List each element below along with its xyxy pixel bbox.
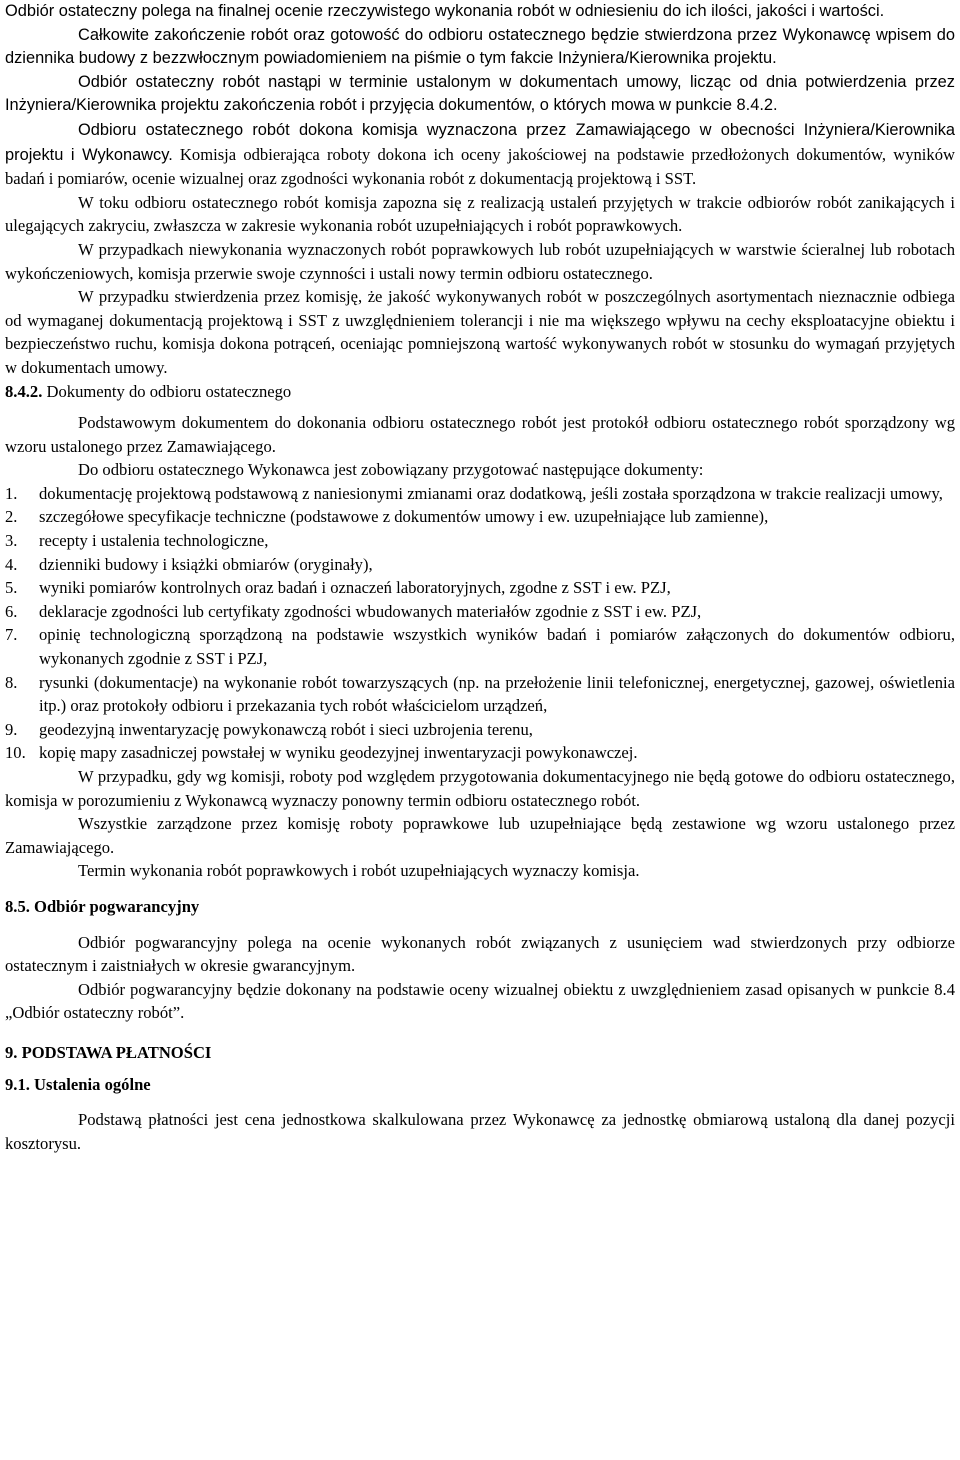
paragraph-deadline: Termin wykonania robót poprawkowych i robót uzupełniających wyznaczy komisja.: [78, 861, 640, 881]
paragraph-required-documents: Do odbioru ostatecznego Wykonawca jest zobowiązany przygotować następujące dokumenty:: [78, 460, 704, 480]
paragraph-incomplete-works: W przypadkach niewykonania wyznaczonych robót poprawkowych lub robót uzupełniających w warstwie ścieralnej lub robotach wykończeniowych, komisja przerwie swoje czynności i ustali nowy termin odbioru ostatecznego.: [5, 239, 955, 283]
list-item: [5, 482, 955, 506]
list-item-text: dzienniki budowy i książki obmiarów (oryginały),: [39, 554, 373, 574]
paragraph-completion-notice: Całkowite zakończenie robót oraz gotowość do odbioru ostatecznego będzie stwierdzona przez Wykonawcę wpisem do dziennika budowy z bezzwłocznym powiadomieniem na piśmie o tym fakcie Inżyniera/Kierownika projektu.: [5, 25, 955, 68]
list-item-number: 6.: [5, 601, 18, 621]
paragraph-basic-document: Podstawowym dokumentem do dokonania odbioru ostatecznego robót jest protokół odbioru ostatecznego robót sporządzony wg wzoru ustalonego przez Zamawiającego.: [5, 413, 955, 456]
section-title-8-4-2: Dokumenty do odbioru ostatecznego: [42, 381, 292, 401]
paragraph-commission-sans: Odbioru ostatecznego robót dokona komisja wyznaczona przez Zamawiającego w obecności Inżyniera/Kierownika projektu i Wykonawcy.: [5, 120, 955, 164]
paragraph-review-findings: W toku odbioru ostatecznego robót komisja zapozna się z realizacją ustaleń przyjętych w trakcie odbiorów robót zanikających i ulegających zakryciu, zwłaszcza w zakresie wykonania robót uzupełniających i robót poprawkowych.: [5, 192, 955, 236]
paragraph-acceptance-term-text: Odbiór ostateczny robót nastąpi w terminie ustalonym w dokumentach umowy, licząc od dnia potwierdzenia przez Inżyniera/Kierownika projektu zakończenia robót i przyjęcia dokumentów, o których mowa w punkcie 8.4.2.: [5, 72, 955, 115]
required-documents-list: [5, 482, 955, 765]
section-heading-9: 9. PODSTAWA PŁATNOŚCI: [5, 1042, 212, 1062]
list-item-number: 4.: [5, 554, 18, 574]
paragraph-commission: [5, 118, 955, 191]
document-page: [5, 0, 955, 1155]
paragraph-payment-basis: Podstawą płatności jest cena jednostkowa skalkulowana przez Wykonawcę za jednostkę obmiarową ustaloną dla danej pozycji kosztorysu.: [5, 1110, 955, 1153]
list-item: [5, 741, 955, 765]
paragraph-post-warranty-1: Odbiór pogwarancyjny polega na ocenie wykonanych robót związanych z usunięciem wad stwierdzonych przy odbiorze ostatecznym i zaistniałych w okresie gwarancyjnym.: [5, 932, 955, 976]
list-item-number: 8.: [5, 672, 18, 692]
paragraph-not-ready: W przypadku, gdy wg komisji, roboty pod względem przygotowania dokumentacyjnego nie będą gotowe do odbioru ostatecznego, komisja w porozumieniu z Wykonawcą wyznaczy ponowny termin odbioru ostatecznego robót.: [5, 767, 955, 810]
list-item: [5, 718, 955, 742]
list-item-text: opinię technologiczną sporządzoną na podstawie wszystkich wyników badań i pomiarów załączonych do dokumentów odbioru, wykonanych zgodnie z SST i PZJ,: [39, 625, 955, 669]
list-item-text: wyniki pomiarów kontrolnych oraz badań i oznaczeń laboratoryjnych, zgodne z SST i ew. PZJ,: [39, 578, 671, 598]
list-item-number: 5.: [5, 578, 18, 598]
paragraph-quality-deduction: W przypadku stwierdzenia przez komisję, że jakość wykonywanych robót w poszczególnych asortymentach nieznacznie odbiega od wymaganej dokumentacją projektową i SST z uwzględnieniem tolerancji i nie ma większego wpływu na cechy eksploatacyjne obiektu i bezpieczeństwo ruchu, komisja dokona potrąceń, oceniając pomniejszoną wartość wykonywanych robót w stosunku do wymagań przyjętych w dokumentach umowy.: [5, 287, 955, 377]
list-item-number: 7.: [5, 625, 18, 645]
list-item-text: kopię mapy zasadniczej powstałej w wyniku geodezyjnej inwentaryzacji powykonawczej.: [39, 743, 638, 763]
section-heading-8-4-2: [5, 380, 955, 404]
paragraph-post-warranty-2: Odbiór pogwarancyjny będzie dokonany na podstawie oceny wizualnej obiektu z uwzględnieniem zasad opisanych w punkcie 8.4 „Odbiór ostateczny robót”.: [5, 979, 955, 1023]
list-item: [5, 576, 955, 600]
section-heading-9-1: 9.1. Ustalenia ogólne: [5, 1074, 151, 1094]
paragraph-commission-serif: Komisja odbierająca roboty dokona ich oceny jakościowej na podstawie przedłożonych dokumentów, wyników badań i pomiarów, ocenie wizualnej oraz zgodności wykonania robót z dokumentacją projektową i SST.: [5, 144, 955, 189]
list-item: [5, 529, 955, 553]
list-item-text: rysunki (dokumentacje) na wykonanie robót towarzyszących (np. na przełożenie linii telefonicznej, energetycznej, gazowej, oświetlenia itp.) oraz protokoły odbioru i przekazania tych robót właścicielom urządzeń,: [39, 672, 955, 716]
paragraph-acceptance-term: [5, 71, 955, 118]
list-item: [5, 553, 955, 577]
list-item: [5, 600, 955, 624]
list-item-text: szczegółowe specyfikacje techniczne (podstawowe z dokumentów umowy i ew. uzupełniające lub zamienne),: [39, 507, 769, 527]
paragraph-final-acceptance-definition: Odbiór ostateczny polega na finalnej ocenie rzeczywistego wykonania robót w odniesieniu do ich ilości, jakości i wartości.: [5, 2, 885, 20]
list-item: [5, 671, 955, 718]
list-item-number: 2.: [5, 507, 18, 527]
list-item-text: dokumentację projektową podstawową z naniesionymi zmianami oraz dodatkową, jeśli została sporządzona w trakcie realizacji umowy,: [39, 483, 943, 503]
list-item-number: 1.: [5, 483, 18, 503]
list-item-text: geodezyjną inwentaryzację powykonawczą robót i sieci uzbrojenia terenu,: [39, 719, 533, 739]
list-item: [5, 623, 955, 670]
section-number-8-4-2: 8.4.2.: [5, 381, 43, 401]
list-item: [5, 505, 955, 529]
paragraph-corrective-works: Wszystkie zarządzone przez komisję roboty poprawkowe lub uzupełniające będą zestawione wg wzoru ustalonego przez Zamawiającego.: [5, 814, 955, 857]
list-item-text: recepty i ustalenia technologiczne,: [39, 531, 269, 551]
list-item-number: 9.: [5, 719, 18, 739]
list-item-number: 3.: [5, 531, 18, 551]
section-heading-8-5: 8.5. Odbiór pogwarancyjny: [5, 896, 200, 916]
list-item-number: 10.: [5, 743, 26, 763]
list-item-text: deklaracje zgodności lub certyfikaty zgodności wbudowanych materiałów zgodnie z SST i ew. PZJ,: [39, 601, 702, 621]
